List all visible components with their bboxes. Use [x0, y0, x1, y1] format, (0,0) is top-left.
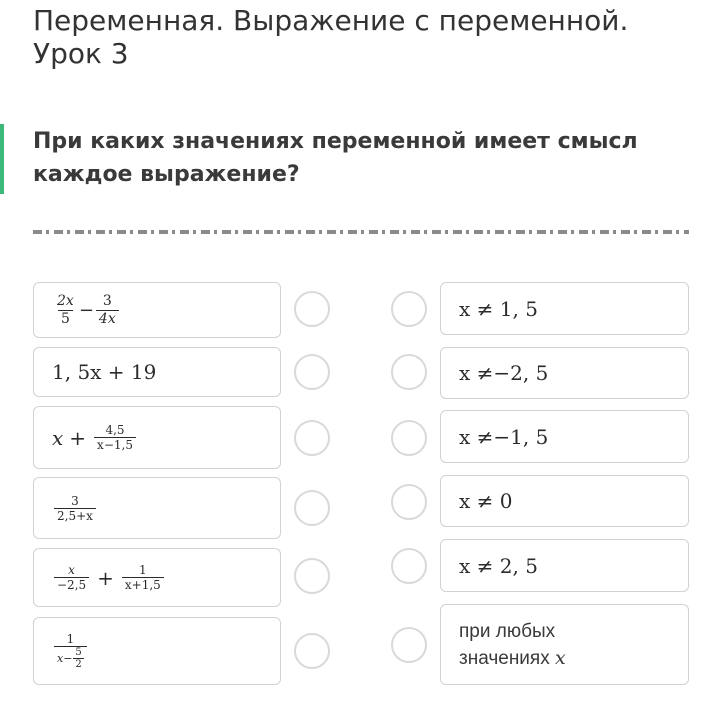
denominator: [54, 646, 87, 670]
expression-radio-1[interactable]: [294, 291, 330, 327]
denominator: 5: [58, 310, 73, 328]
expression-radio-4[interactable]: [294, 490, 330, 526]
answer-card-6[interactable]: [440, 604, 689, 685]
denominator: x+1,5: [122, 577, 164, 592]
answer-radio-6[interactable]: [391, 627, 427, 663]
numerator: 1: [66, 632, 75, 646]
answer-card-3[interactable]: [440, 410, 689, 463]
answer-card-1[interactable]: [440, 282, 689, 335]
expression-radio-5[interactable]: [294, 558, 330, 594]
lesson-title-line1: Переменная. Выражение с переменной.: [33, 4, 629, 37]
denominator-prefix: x−: [57, 651, 73, 665]
answer-radio-2[interactable]: [391, 354, 427, 390]
expression-radio-3[interactable]: [294, 420, 330, 456]
numerator: 3: [102, 292, 112, 309]
answer-text: x ≠−1, 5: [459, 424, 549, 449]
numerator: x: [68, 563, 75, 577]
answer-radio-4[interactable]: [391, 484, 427, 520]
answer-card-2[interactable]: [440, 347, 689, 399]
fraction: [54, 494, 96, 523]
answer-line1: при любых: [459, 620, 556, 642]
fraction: [54, 293, 77, 328]
fraction: [54, 632, 87, 670]
lesson-title-line2: Урок 3: [33, 37, 129, 70]
question-line1: При каких значениях переменной имеет смысл: [33, 129, 638, 154]
expression-card-2[interactable]: [33, 347, 281, 397]
expression-card-1[interactable]: [33, 282, 281, 338]
question-text: [33, 125, 693, 191]
answer-radio-1[interactable]: [391, 291, 427, 327]
question-line2: каждое выражение?: [33, 162, 300, 187]
fraction: [94, 423, 136, 452]
answer-card-5[interactable]: [440, 539, 689, 592]
expression-radio-2[interactable]: [294, 354, 330, 390]
numerator: 2x: [57, 292, 74, 309]
answer-text: x ≠−2, 5: [459, 361, 549, 385]
operator-plus: +: [69, 425, 87, 450]
lesson-title: [33, 4, 703, 70]
expression-card-3[interactable]: [33, 406, 281, 469]
answer-text: [459, 618, 566, 672]
expression-radio-6[interactable]: [294, 633, 330, 669]
expression-card-5[interactable]: [33, 548, 281, 607]
answer-text: x ≠ 0: [459, 489, 513, 513]
nested-fraction: [73, 647, 83, 670]
question-accent-bar: [0, 124, 4, 194]
fraction: [122, 563, 164, 592]
operator-plus: +: [97, 565, 114, 590]
answer-radio-5[interactable]: [391, 548, 427, 584]
numerator: 3: [71, 493, 79, 508]
denominator: 4x: [96, 310, 119, 328]
answer-text: x ≠ 1, 5: [459, 296, 538, 321]
variable-x: x: [52, 425, 64, 450]
denominator: 2: [75, 659, 82, 670]
expression-text: 1, 5x + 19: [52, 360, 157, 384]
operator-minus: −: [78, 299, 94, 321]
answer-text: x ≠ 2, 5: [459, 553, 538, 578]
denominator: −2,5: [54, 577, 89, 592]
denominator: 2,5+x: [54, 508, 96, 523]
fraction: [54, 563, 89, 592]
dashed-separator: [33, 230, 689, 234]
denominator: x−1,5: [94, 437, 136, 452]
numerator: 5: [75, 647, 82, 658]
answer-line2-word: значениях: [459, 647, 550, 669]
answer-card-4[interactable]: [440, 475, 689, 527]
variable-x: x: [555, 646, 566, 669]
expression-card-6[interactable]: [33, 617, 281, 685]
answer-radio-3[interactable]: [391, 420, 427, 456]
numerator: 4,5: [105, 423, 125, 437]
fraction: [96, 293, 119, 328]
expression-card-4[interactable]: [33, 477, 281, 539]
numerator: 1: [139, 563, 147, 577]
